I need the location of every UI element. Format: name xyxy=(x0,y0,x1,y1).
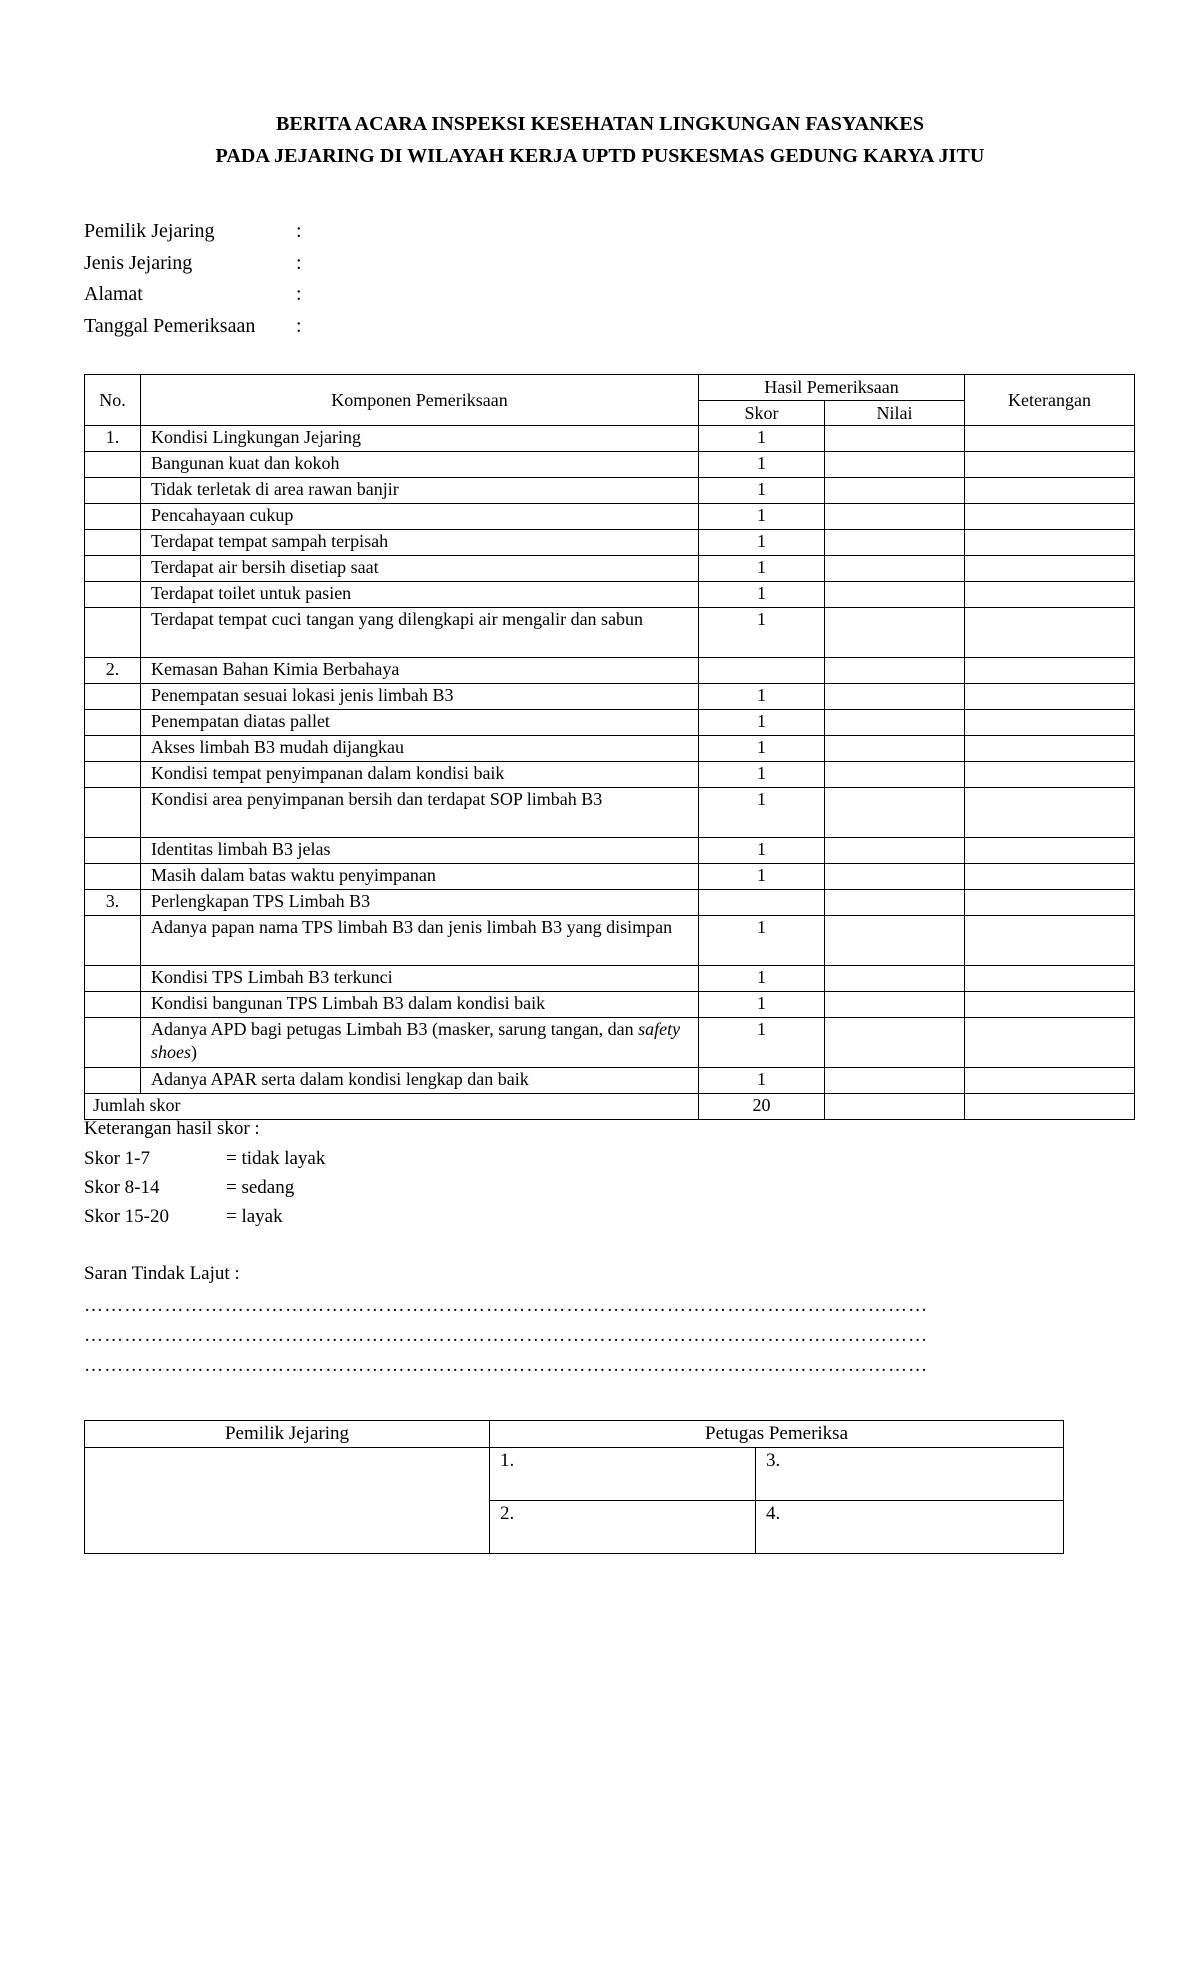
row-keterangan xyxy=(965,710,1135,736)
row-nilai xyxy=(825,556,965,582)
row-component-text: Adanya APD bagi petugas Limbah B3 (masker, sarung tangan, dan xyxy=(151,1019,639,1039)
row-component: Adanya papan nama TPS limbah B3 dan jenis limbah B3 yang disimpan xyxy=(141,916,699,966)
row-keterangan xyxy=(965,864,1135,890)
row-nilai xyxy=(825,452,965,478)
table-row xyxy=(85,710,1135,736)
row-component: Terdapat toilet untuk pasien xyxy=(141,582,699,608)
row-skor: 1 xyxy=(699,1018,825,1068)
header-hasil-pemeriksaan: Hasil Pemeriksaan xyxy=(699,375,965,401)
row-number xyxy=(85,916,141,966)
table-row xyxy=(85,890,1135,916)
total-keterangan-cell xyxy=(965,1094,1135,1120)
row-component: Masih dalam batas waktu penyimpanan xyxy=(141,864,699,890)
table-row xyxy=(85,504,1135,530)
legend-title: Keterangan hasil skor : xyxy=(84,1118,260,1139)
table-row xyxy=(85,478,1135,504)
row-skor: 1 xyxy=(699,452,825,478)
row-keterangan xyxy=(965,684,1135,710)
row-number xyxy=(85,556,141,582)
table-row xyxy=(85,684,1135,710)
signature-table xyxy=(84,1420,1064,1554)
row-keterangan xyxy=(965,426,1135,452)
row-number xyxy=(85,710,141,736)
identity-fields xyxy=(84,216,302,342)
officer-slot-4: 4. xyxy=(756,1501,1064,1554)
row-component: Bangunan kuat dan kokoh xyxy=(141,452,699,478)
field-label: Jenis Jejaring xyxy=(84,251,193,274)
row-keterangan xyxy=(965,478,1135,504)
table-row xyxy=(85,864,1135,890)
row-nilai xyxy=(825,684,965,710)
row-component: Terdapat air bersih disetiap saat xyxy=(141,556,699,582)
row-nilai xyxy=(825,736,965,762)
officer-slot-1: 1. xyxy=(490,1448,756,1501)
row-component: Identitas limbah B3 jelas xyxy=(141,838,699,864)
row-component: Terdapat tempat sampah terpisah xyxy=(141,530,699,556)
field-label: Alamat xyxy=(84,283,143,305)
header-keterangan: Keterangan xyxy=(965,375,1135,426)
table-row xyxy=(85,788,1135,838)
table-row xyxy=(85,916,1135,966)
legend-desc: = layak xyxy=(226,1206,283,1227)
row-keterangan xyxy=(965,504,1135,530)
row-number: 1. xyxy=(85,426,141,452)
row-component: Kondisi TPS Limbah B3 terkunci xyxy=(141,966,699,992)
row-keterangan xyxy=(965,556,1135,582)
row-skor: 1 xyxy=(699,992,825,1018)
row-number xyxy=(85,762,141,788)
row-nilai xyxy=(825,608,965,658)
table-row xyxy=(85,426,1135,452)
row-nilai xyxy=(825,1018,965,1068)
row-skor: 1 xyxy=(699,478,825,504)
row-skor: 1 xyxy=(699,530,825,556)
inspection-table xyxy=(84,374,1135,1120)
table-row xyxy=(85,838,1135,864)
row-nilai xyxy=(825,1068,965,1094)
total-label: Jumlah skor xyxy=(85,1094,699,1120)
row-skor: 1 xyxy=(699,504,825,530)
legend-item xyxy=(84,1148,325,1170)
table-row xyxy=(85,556,1135,582)
row-skor: 1 xyxy=(699,582,825,608)
officer-slot-2: 2. xyxy=(490,1501,756,1554)
row-skor: 1 xyxy=(699,710,825,736)
row-number xyxy=(85,992,141,1018)
owner-header: Pemilik Jejaring xyxy=(85,1421,490,1448)
row-component: Penempatan diatas pallet xyxy=(141,710,699,736)
row-nilai xyxy=(825,582,965,608)
row-keterangan xyxy=(965,890,1135,916)
legend-range: Skor 15-20 xyxy=(84,1206,169,1227)
header-komponen: Komponen Pemeriksaan xyxy=(141,375,699,426)
table-row xyxy=(85,530,1135,556)
legend-range: Skor 1-7 xyxy=(84,1148,150,1169)
row-skor: 1 xyxy=(699,916,825,966)
row-nilai xyxy=(825,864,965,890)
row-skor: 1 xyxy=(699,864,825,890)
row-nilai xyxy=(825,838,965,864)
table-body xyxy=(85,426,1135,1094)
row-keterangan xyxy=(965,530,1135,556)
row-component: Pencahayaan cukup xyxy=(141,504,699,530)
row-skor: 1 xyxy=(699,684,825,710)
row-skor: 1 xyxy=(699,426,825,452)
document-title-line-2: PADA JEJARING DI WILAYAH KERJA UPTD PUSKESMAS GEDUNG KARYA JITU xyxy=(215,145,985,167)
row-number xyxy=(85,1068,141,1094)
owner-signature-cell xyxy=(85,1448,490,1554)
row-skor: 1 xyxy=(699,762,825,788)
row-component: Kondisi bangunan TPS Limbah B3 dalam kondisi baik xyxy=(141,992,699,1018)
total-nilai-cell xyxy=(825,1094,965,1120)
row-keterangan xyxy=(965,966,1135,992)
row-nilai xyxy=(825,890,965,916)
saran-label: Saran Tindak Lajut : xyxy=(84,1263,240,1284)
table-row xyxy=(85,658,1135,684)
legend-desc: = tidak layak xyxy=(226,1148,326,1169)
legend-range: Skor 8-14 xyxy=(84,1177,160,1198)
row-nilai xyxy=(825,426,965,452)
table-row xyxy=(85,736,1135,762)
legend-desc: = sedang xyxy=(226,1177,295,1198)
row-skor xyxy=(699,658,825,684)
row-keterangan xyxy=(965,1068,1135,1094)
row-component-text-after: ) xyxy=(191,1042,197,1062)
row-number xyxy=(85,504,141,530)
row-number xyxy=(85,684,141,710)
field-jenis-jejaring xyxy=(84,248,302,280)
row-number xyxy=(85,582,141,608)
dotted-line: ……………………………………………………………………………………………………………… xyxy=(84,1325,929,1346)
officer-slot-3: 3. xyxy=(756,1448,1064,1501)
row-skor: 1 xyxy=(699,736,825,762)
row-skor xyxy=(699,890,825,916)
legend-item xyxy=(84,1177,294,1199)
row-component: Akses limbah B3 mudah dijangkau xyxy=(141,736,699,762)
field-tanggal-pemeriksaan xyxy=(84,311,302,343)
row-keterangan xyxy=(965,762,1135,788)
row-number xyxy=(85,452,141,478)
row-nilai xyxy=(825,966,965,992)
row-number: 2. xyxy=(85,658,141,684)
row-keterangan xyxy=(965,788,1135,838)
header-nilai: Nilai xyxy=(825,401,965,426)
row-nilai xyxy=(825,530,965,556)
row-keterangan xyxy=(965,658,1135,684)
field-colon: : xyxy=(296,314,302,337)
field-colon: : xyxy=(296,283,302,305)
row-skor: 1 xyxy=(699,608,825,658)
row-keterangan xyxy=(965,608,1135,658)
row-keterangan xyxy=(965,838,1135,864)
row-keterangan xyxy=(965,736,1135,762)
table-row xyxy=(85,1018,1135,1068)
row-keterangan xyxy=(965,916,1135,966)
field-alamat xyxy=(84,279,302,311)
field-label: Pemilik Jejaring xyxy=(84,220,215,242)
row-component: Tidak terletak di area rawan banjir xyxy=(141,478,699,504)
row-keterangan xyxy=(965,582,1135,608)
row-nilai xyxy=(825,916,965,966)
total-value: 20 xyxy=(699,1094,825,1120)
row-number xyxy=(85,736,141,762)
row-nilai xyxy=(825,788,965,838)
field-colon: : xyxy=(296,220,302,242)
row-component: Terdapat tempat cuci tangan yang dilengkapi air mengalir dan sabun xyxy=(141,608,699,658)
header-no: No. xyxy=(85,375,141,426)
row-skor: 1 xyxy=(699,556,825,582)
row-keterangan xyxy=(965,992,1135,1018)
row-component: Kondisi Lingkungan Jejaring xyxy=(141,426,699,452)
row-nilai xyxy=(825,710,965,736)
row-nilai xyxy=(825,504,965,530)
row-number xyxy=(85,478,141,504)
row-number xyxy=(85,788,141,838)
row-number xyxy=(85,530,141,556)
table-row xyxy=(85,582,1135,608)
document-title-line-1: BERITA ACARA INSPEKSI KESEHATAN LINGKUNGAN FASYANKES xyxy=(275,113,925,135)
row-number xyxy=(85,608,141,658)
row-component: Kondisi area penyimpanan bersih dan terdapat SOP limbah B3 xyxy=(141,788,699,838)
table-row xyxy=(85,992,1135,1018)
table-row xyxy=(85,608,1135,658)
row-keterangan xyxy=(965,1018,1135,1068)
row-number: 3. xyxy=(85,890,141,916)
row-skor: 1 xyxy=(699,788,825,838)
header-skor: Skor xyxy=(699,401,825,426)
row-component: Kondisi tempat penyimpanan dalam kondisi baik xyxy=(141,762,699,788)
total-row xyxy=(85,1094,1135,1120)
field-colon: : xyxy=(296,251,302,274)
row-nilai xyxy=(825,658,965,684)
table-row xyxy=(85,966,1135,992)
table-row xyxy=(85,452,1135,478)
row-number xyxy=(85,838,141,864)
row-component: Perlengkapan TPS Limbah B3 xyxy=(141,890,699,916)
row-skor: 1 xyxy=(699,838,825,864)
dotted-line: ……………………………………………………………………………………………………………… xyxy=(84,1355,929,1376)
row-component: Adanya APAR serta dalam kondisi lengkap dan baik xyxy=(141,1068,699,1094)
legend-item xyxy=(84,1206,283,1228)
row-nilai xyxy=(825,478,965,504)
dotted-line: ……………………………………………………………………………………………………………… xyxy=(84,1295,929,1316)
row-component xyxy=(141,1018,699,1068)
row-keterangan xyxy=(965,452,1135,478)
row-number xyxy=(85,966,141,992)
table-row xyxy=(85,762,1135,788)
row-nilai xyxy=(825,992,965,1018)
row-skor: 1 xyxy=(699,1068,825,1094)
row-number xyxy=(85,864,141,890)
row-component-italic: safety shoes xyxy=(151,1019,681,1062)
table-row xyxy=(85,1068,1135,1094)
row-component: Penempatan sesuai lokasi jenis limbah B3 xyxy=(141,684,699,710)
row-skor: 1 xyxy=(699,966,825,992)
row-nilai xyxy=(825,762,965,788)
row-component: Kemasan Bahan Kimia Berbahaya xyxy=(141,658,699,684)
field-pemilik-jejaring xyxy=(84,216,302,248)
field-label: Tanggal Pemeriksaan xyxy=(84,314,256,337)
officer-header: Petugas Pemeriksa xyxy=(490,1421,1064,1448)
row-number xyxy=(85,1018,141,1068)
